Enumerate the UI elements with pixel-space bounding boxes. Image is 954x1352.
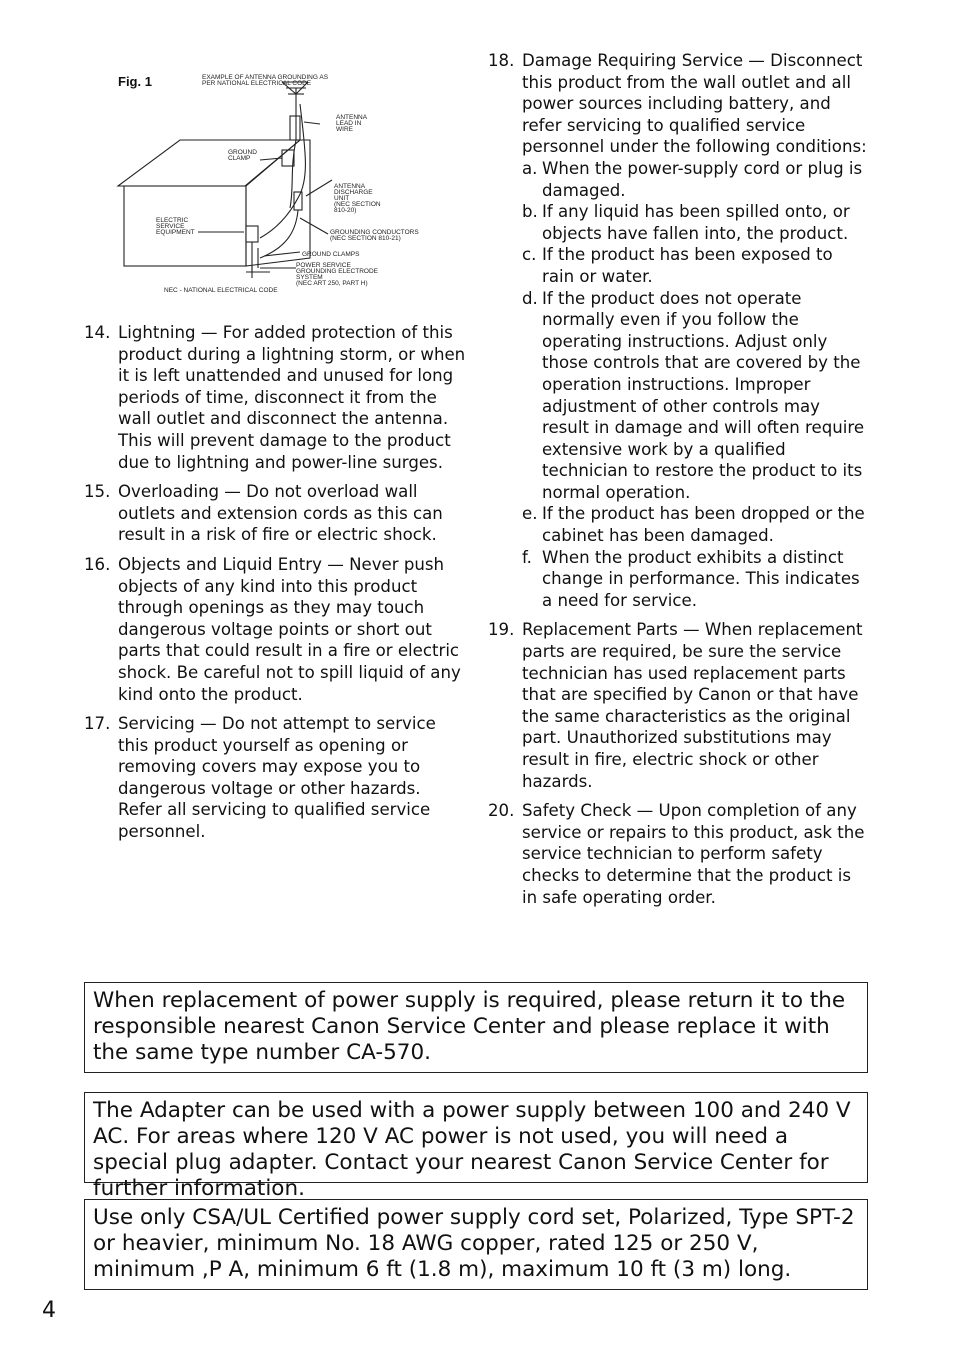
notice-box-cord: Use only CSA/UL Certified power supply cord set, Polarized, Type SPT-2 or heavier, minimum No. 18 AWG copper, rated 125 or 250 V, minimum ,P A, minimum 6 ft (1.8 m), maximum 10 ft (3 m) long. (84, 1199, 868, 1290)
electric-service-box (246, 226, 258, 242)
svg-text:(NEC ART 250, PART H): (NEC ART 250, PART H) (296, 280, 368, 287)
item-text: Servicing — Do not attempt to service this product yourself as opening or removing covers may expose you to dangerous voltage or other hazards. Refer all servicing to qualified service personnel. (118, 714, 436, 842)
list-item: 16. Objects and Liquid Entry — Never push objects of any kind into this product through openings as they may touch dangerous voltage points or short out parts that could result in a fire or electric shock. Be careful not to spill liquid of any kind onto the product. (84, 554, 461, 704)
list-item: 14. Lightning — For added protection of this product during a lightning storm, or when it is left unattended and unused for long periods of time, disconnect it from the wall outlet and disconnect the antenna. This will prevent damage to the product due to lightning and power-line surges. (84, 323, 466, 472)
svg-text:SYSTEM: SYSTEM (296, 274, 323, 281)
svg-text:ANTENNA: ANTENNA (334, 183, 366, 190)
item-text: Damage Requiring Service — Disconnect this product from the wall outlet and all power sources including battery, and refer servicing to qualified service personnel under the following conditions: (522, 51, 867, 157)
sub-item: f. When the product exhibits a distinct change in performance. This indicates a need for service. (522, 547, 860, 610)
sub-item: d. If the product does not operate normally even if you follow the operating instructions. Adjust only those controls that are covered by the operation instructions. Improper adjustment of other controls may result in damage and will often require extensive work by a qualified technician to restore the product to its normal operation. (522, 288, 865, 502)
notice-box-adapter: The Adapter can be used with a power supply between 100 and 240 V AC. For areas where 120 V AC power is not used, you will need a special plug adapter. Contact your nearest Canon Service Center for further information. (84, 1092, 868, 1183)
svg-text:GROUND CLAMPS: GROUND CLAMPS (302, 251, 360, 258)
item-text: Safety Check — Upon completion of any service or repairs to this product, ask the service technician to perform safety checks to determine that the product is in safe operating order. (522, 801, 865, 907)
sub-item: c. If the product has been exposed to rain or water. (522, 245, 833, 286)
list-item: 19. Replacement Parts — When replacement parts are required, be sure the service technician has used replacement parts that are specified by Canon or that have the same characteristics as the original part. Unauthorized substitutions may result in fire, electric shock or other hazards. (488, 620, 863, 791)
item-text: Lightning — For added protection of this product during a lightning storm, or when it is left unattended and unused for long periods of time, disconnect it from the wall outlet and disconnect the antenna. This will prevent damage to the product due to lightning and power-line surges. (118, 323, 466, 472)
item-text: Replacement Parts — When replacement parts are required, be sure the service technician has used replacement parts that are specified by Canon or that have the same characteristics as the original part. Unauthorized substitutions may result in fire, electric shock or other hazards. (522, 620, 863, 791)
antenna-grounding-diagram (110, 68, 440, 300)
svg-text:POWER SERVICE: POWER SERVICE (296, 262, 351, 269)
svg-text:GROUND: GROUND (228, 149, 257, 156)
svg-text:GROUNDING CONDUCTORS: GROUNDING CONDUCTORS (330, 229, 419, 236)
figure-label: Fig. 1 (118, 74, 152, 89)
right-column (488, 50, 868, 916)
svg-text:PER NATIONAL ELECTRICAL CODE: PER NATIONAL ELECTRICAL CODE (202, 80, 312, 87)
page-number: 4 (42, 1298, 56, 1323)
list-item: 18. Damage Requiring Service — Disconnect this product from the wall outlet and all power sources including battery, and refer servicing to qualified service personnel under the following conditions: a. When the power-supply cord or plug is damaged. b. If any liquid has been spilled onto, or objects have fallen into, the product. c. If the product has been exposed to rain or water. d. If the product does not operate normally even if you follow the operating instructions. Adjust only those controls that are covered by the operation instructions. Improper adjustment of other controls may result in damage and will often require extensive work by a qualified technician to restore the product to its normal operation. e. If the product has been dropped or the cabinet has been damaged. f. When the product exhibits a distinct change in performance. This indicates a need for service. (488, 51, 867, 610)
sub-item: b. If any liquid has been spilled onto, or objects have fallen into, the product. (522, 202, 850, 243)
svg-text:810-20): 810-20) (334, 207, 357, 214)
antenna-grounding-figure (110, 68, 440, 300)
svg-text:NEC - NATIONAL ELECTRICAL CODE: NEC - NATIONAL ELECTRICAL CODE (164, 287, 278, 294)
list-item: 17. Servicing — Do not attempt to service this product yourself as opening or removing covers may expose you to dangerous voltage or other hazards. Refer all servicing to qualified service personnel. (84, 714, 436, 842)
item-text: Overloading — Do not overload wall outlets and extension cords as this can result in a risk of fire or electric shock. (118, 482, 443, 545)
svg-text:(NEC SECTION: (NEC SECTION (334, 201, 381, 208)
svg-text:CLAMP: CLAMP (228, 155, 251, 162)
item-text: Objects and Liquid Entry — Never push objects of any kind into this product through openings as they may touch dangerous voltage points or short out parts that could result in a fire or electric shock. Be careful not to spill liquid of any kind onto the product. (118, 554, 461, 704)
svg-text:EQUIPMENT: EQUIPMENT (156, 229, 195, 236)
svg-text:ANTENNA: ANTENNA (336, 114, 368, 121)
house-wall (124, 186, 246, 266)
discharge-unit (294, 192, 302, 210)
svg-text:ELECTRIC: ELECTRIC (156, 217, 189, 224)
left-column (84, 322, 468, 851)
sub-item: a. When the power-supply cord or plug is damaged. (522, 158, 863, 200)
svg-text:SERVICE: SERVICE (156, 223, 185, 230)
notice-box-replacement: When replacement of power supply is required, please return it to the responsible nearest Canon Service Center and please replace it with the same type number CA-570. (84, 982, 868, 1073)
svg-text:GROUNDING ELECTRODE: GROUNDING ELECTRODE (296, 268, 378, 275)
list-item: 15. Overloading — Do not overload wall outlets and extension cords as this can result in a risk of fire or electric shock. (84, 482, 443, 545)
sub-item: e. If the product has been dropped or the cabinet has been damaged. (522, 504, 865, 546)
lead-in-wire (260, 104, 305, 238)
svg-text:UNIT: UNIT (334, 195, 350, 202)
svg-text:WIRE: WIRE (336, 126, 353, 133)
svg-text:(NEC SECTION 810-21): (NEC SECTION 810-21) (330, 235, 401, 242)
list-item: 20. Safety Check — Upon completion of any service or repairs to this product, ask the service technician to perform safety checks to determine that the product is in safe operating order. (488, 801, 865, 907)
svg-text:DISCHARGE: DISCHARGE (334, 189, 373, 196)
svg-text:EXAMPLE OF ANTENNA GROUNDING A: EXAMPLE OF ANTENNA GROUNDING AS (202, 74, 329, 81)
svg-text:LEAD IN: LEAD IN (336, 120, 362, 127)
